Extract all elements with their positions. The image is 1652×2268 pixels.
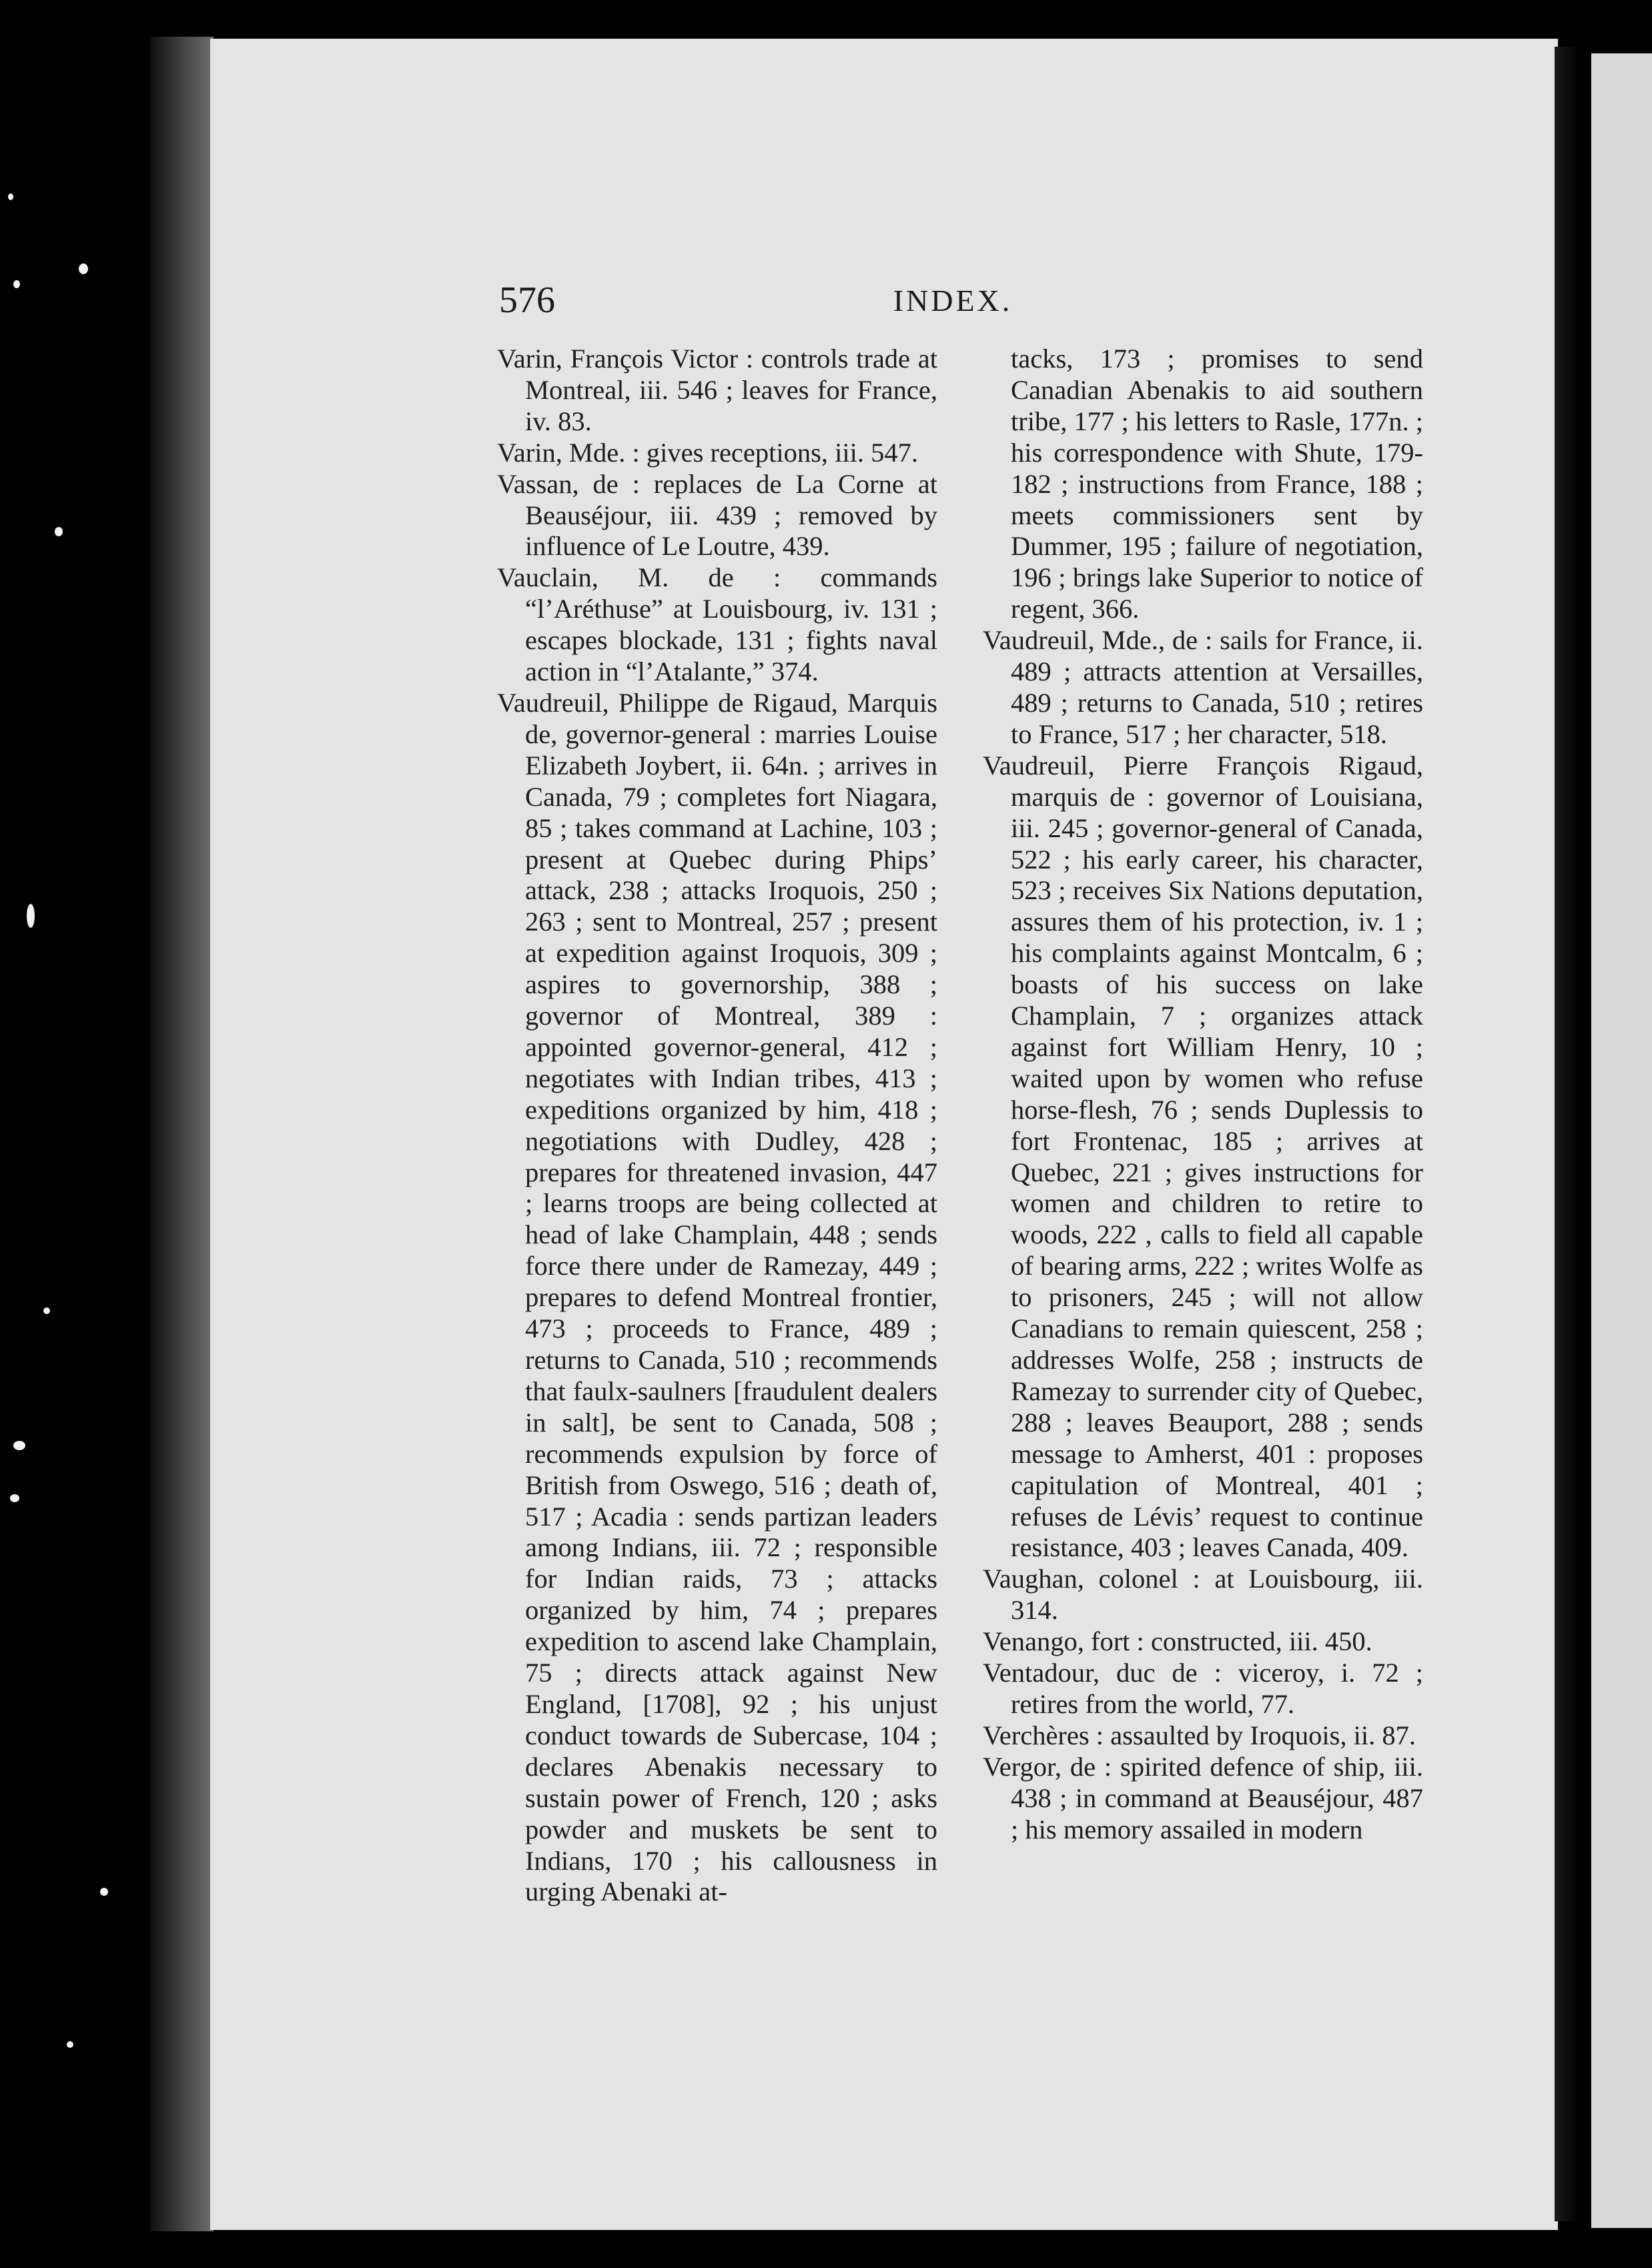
index-entry: Verchères : assaulted by Iroquois, ii. 87. [983,1720,1416,1750]
index-entry-continuation: tacks, 173 ; promises to send Canadian Abenakis to aid southern tribe, 177 ; his letters to Rasle, 177n. ; his correspondence with Shute, 179-182 ; instructions from France, 188 ; meets commissioners sent by Dummer, 195 ; failure of negotiation, 196 ; brings lake Superior to notice of regent, 366. [1011,344,1423,624]
index-entry: Vassan, de : replaces de La Corne at Beauséjour, iii. 439 ; removed by influence of Le Loutre, 439. [497,468,937,562]
dust-speck [79,263,88,274]
index-entry: Vaudreuil, Mde., de : sails for France, ii. 489 ; attracts attention at Versailles, 489 ; returns to Canada, 510 ; retires to France, 517 ; her character, 518. [983,625,1423,749]
index-entry: Vaudreuil, Pierre François Rigaud, marquis de : governor of Louisiana, iii. 245 ; governor-general of Canada, 522 ; his early career, his character, 523 ; receives Six Nations deputation, assures them of his protection, iv. 1 ; his complaints against Montcalm, 6 ; boasts of his success on lake Champlain, 7 ; organizes attack against fort William Henry, 10 ; waited upon by women who refuse horse-flesh, 76 ; sends Duplessis to fort Frontenac, 185 ; arrives at Quebec, 221 ; gives instructions for women and children to retire to woods, 222 , calls to field all capable of bearing arms, 222 ; writes Wolfe as to prisoners, 245 ; will not allow Canadians to remain quiescent, 258 ; addresses Wolfe, 258 ; instructs de Ramezay to surrender city of Quebec, 288 ; leaves Beauport, 288 ; sends message to Amherst, 401 : proposes capitulation of Montreal, 401 ; refuses de Lévis’ request to continue resistance, 403 ; leaves Canada, 409. [983,750,1423,1563]
dust-speck [27,904,35,928]
dust-speck [10,1494,19,1502]
index-column-right [983,344,1423,1846]
index-entry: Varin, François Victor : controls trade at Montreal, iii. 546 ; leaves for France, iv. 83. [497,344,937,436]
index-entry: Vaughan, colonel : at Louisbourg, iii. 314. [983,1564,1423,1626]
dust-speck [13,280,20,288]
index-entry: Vauclain, M. de : commands “l’Aréthuse” at Louisbourg, iv. 131 ; escapes blockade, 131 ; fights naval action in “l’Atalante,” 374. [497,562,937,687]
dust-speck [100,1888,108,1896]
dust-speck [8,193,13,200]
dust-speck [13,1441,25,1450]
page-number: 576 [499,279,555,321]
index-entry: Varin, Mde. : gives receptions, iii. 547. [497,437,919,468]
dust-speck [43,1307,50,1314]
index-entry: Vergor, de : spirited defence of ship, iii. 438 ; in command at Beauséjour, 487 ; his memory assailed in modern [983,1751,1423,1844]
book-spine [150,37,214,2231]
index-entry: Ventadour, duc de : viceroy, i. 72 ; retires from the world, 77. [983,1658,1423,1719]
running-head: INDEX. [893,284,1013,318]
index-entry: Vaudreuil, Philippe de Rigaud, Marquis de, governor-general : marries Louise Elizabeth Joybert, ii. 64n. ; arrives in Canada, 79 ; completes fort Niagara, 85 ; takes command at Lachine, 103 ; present at Quebec during Phips’ attack, 238 ; attacks Iroquois, 250 ; 263 ; sent to Montreal, 257 ; present at expedition against Iroquois, 309 ; aspires to governorship, 388 ; governor of Montreal, 389 : appointed governor-general, 412 ; negotiates with Indian tribes, 413 ; expeditions organized by him, 418 ; negotiations with Dudley, 428 ; prepares for threatened invasion, 447 ; learns troops are being collected at head of lake Champlain, 448 ; sends force there under de Ramezay, 449 ; prepares to defend Montreal frontier, 473 ; proceeds to France, 489 ; returns to Canada, 510 ; recommends that faulx-saulners [fraudulent dealers in salt], be sent to Canada, 508 ; recommends expulsion by force of British from Oswego, 516 ; death of, 517 ; Acadia : sends partizan leaders among Indians, iii. 72 ; responsible for Indian raids, 73 ; attacks organized by him, 74 ; prepares expedition to ascend lake Champlain, 75 ; directs attack against New England, [1708], 92 ; his unjust conduct towards de Subercase, 104 ; declares Abenakis necessary to sustain power of French, 120 ; asks powder and muskets be sent to Indians, 170 ; his callousness in urging Abenaki at- [497,687,937,1907]
dust-speck [55,527,63,536]
index-entry: Venango, fort : constructed, iii. 450. [983,1626,1372,1657]
dust-speck [67,2041,73,2048]
page-header [499,279,1406,326]
index-column-left [497,344,937,1908]
page-gutter-shadow [1555,47,1595,2221]
next-page-edge [1591,53,1652,2228]
